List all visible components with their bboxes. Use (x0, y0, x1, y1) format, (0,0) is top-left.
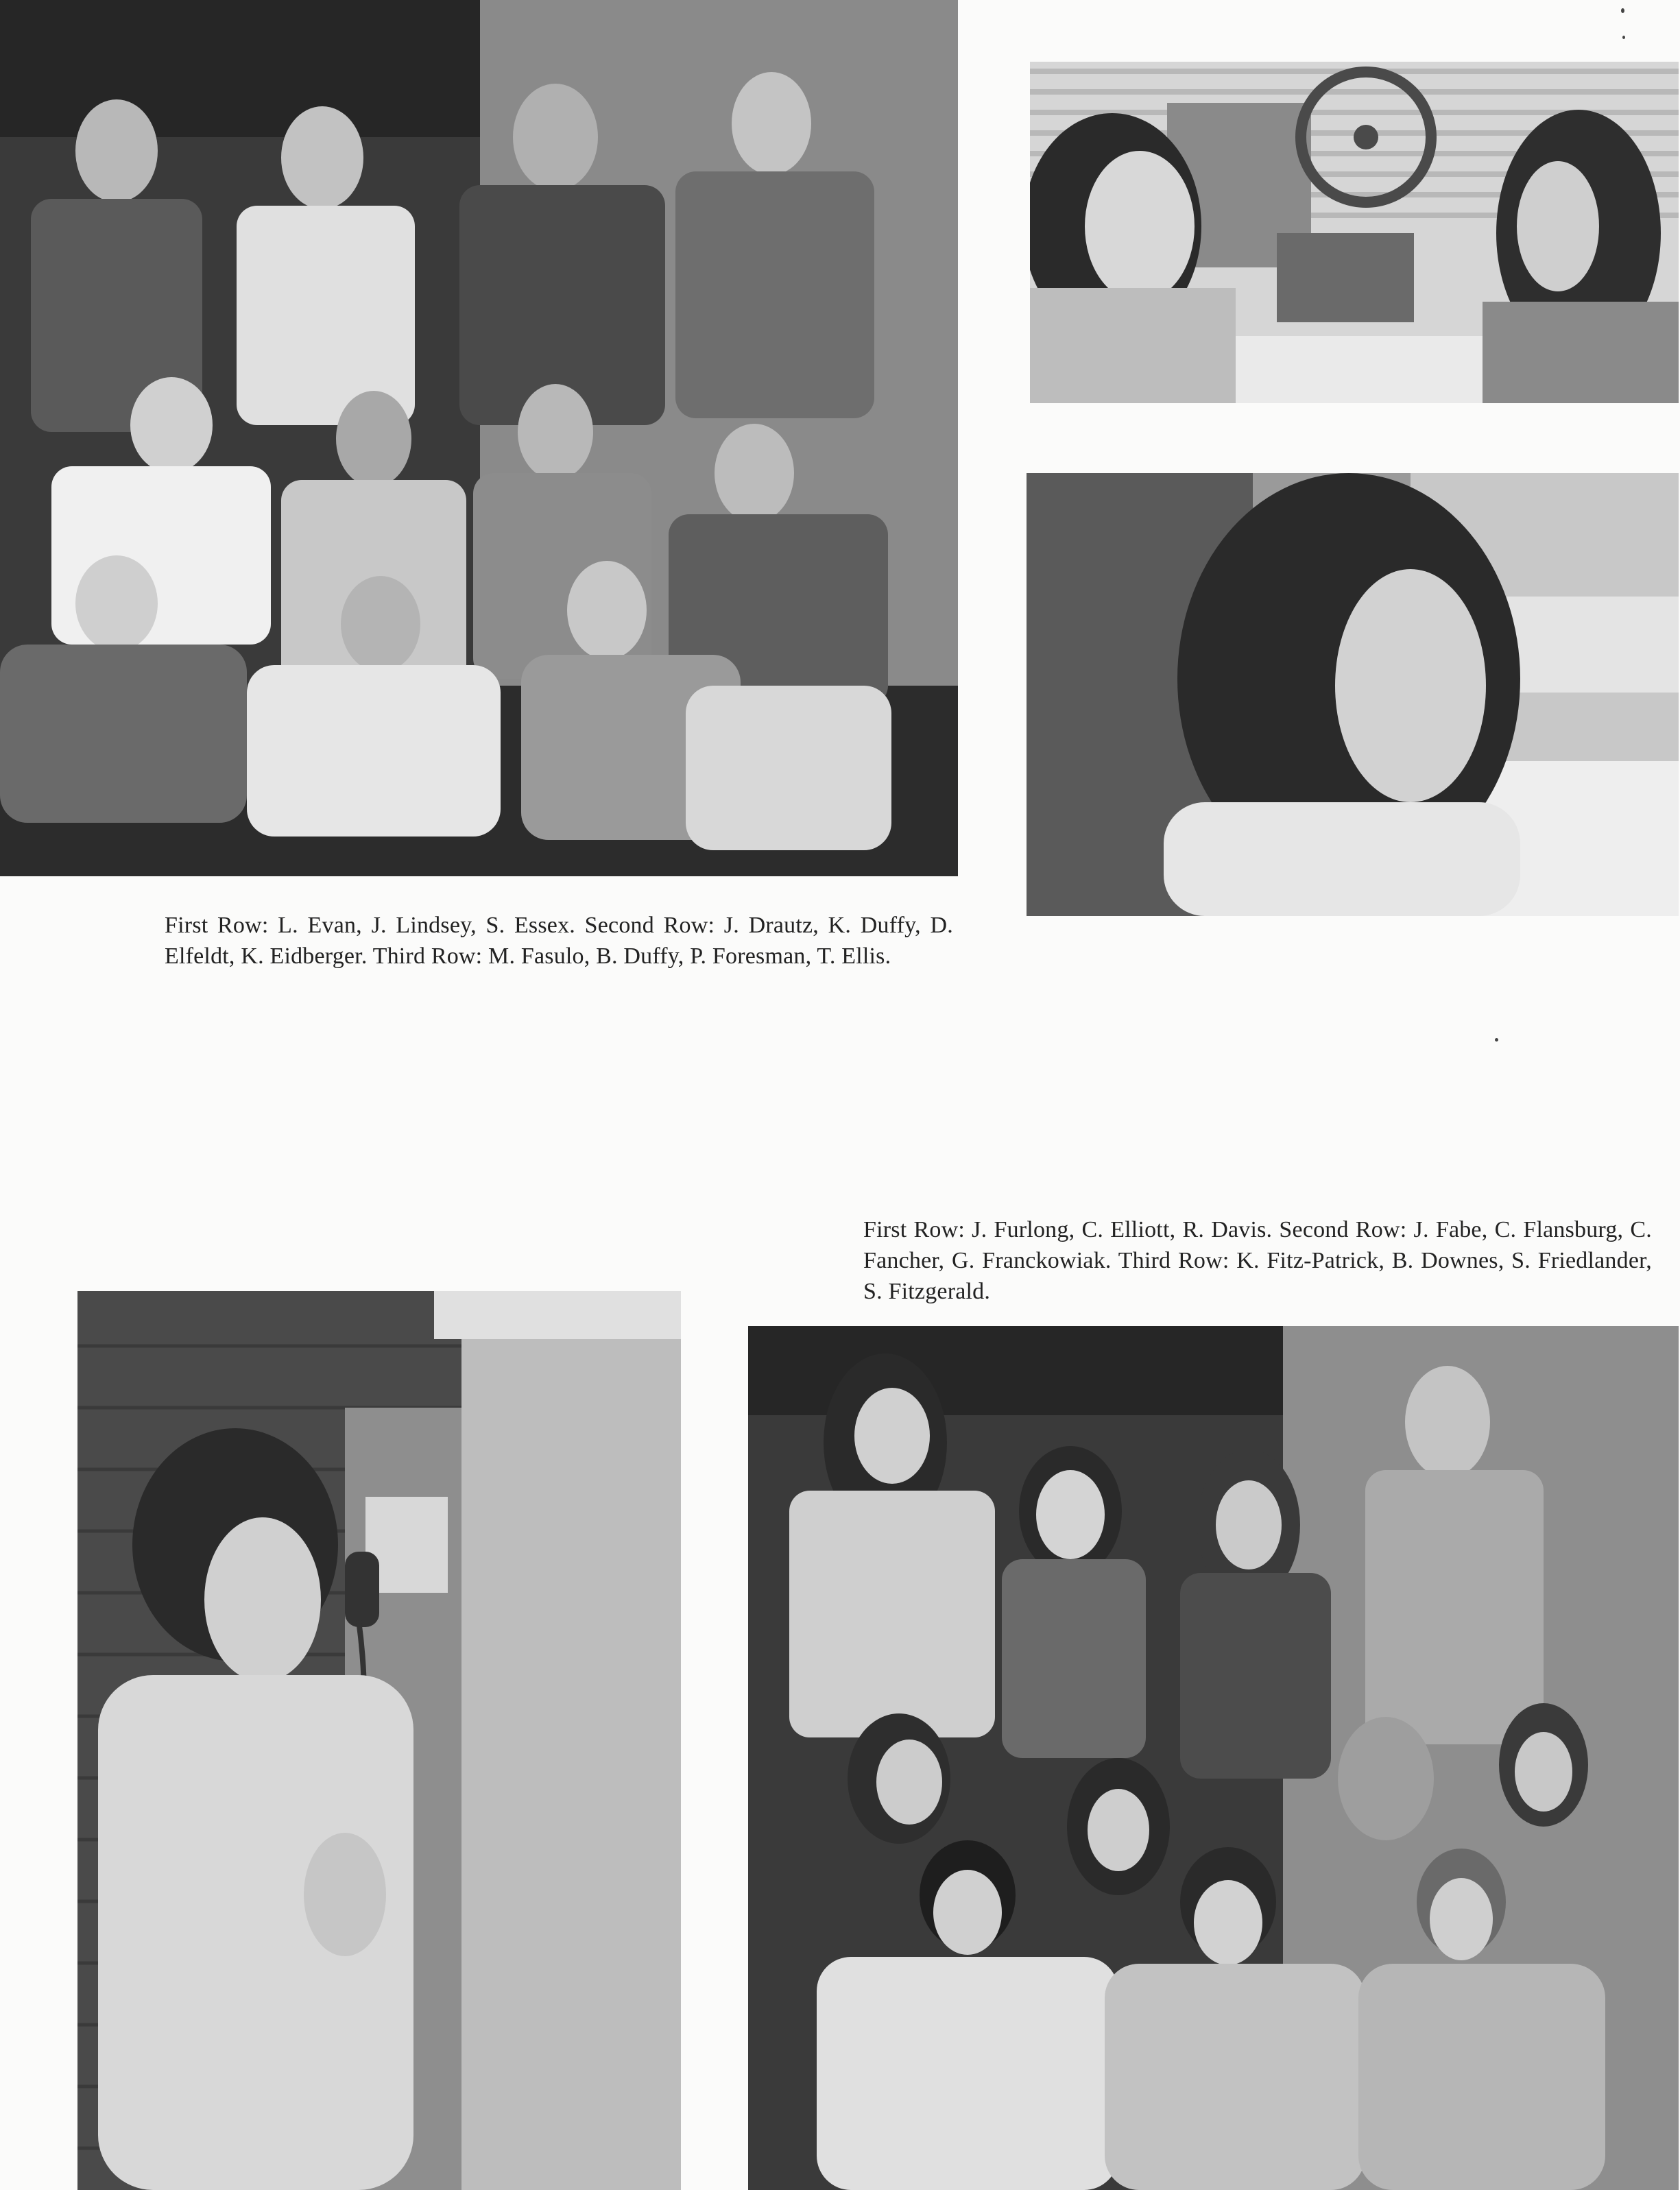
portrait-photo-image (1027, 473, 1679, 916)
girls-group-photo (748, 1326, 1679, 2190)
projector-photo-image (1030, 62, 1679, 403)
dust-speck (1495, 1038, 1498, 1042)
boys-group-photo-image (0, 0, 958, 876)
projector-photo (1030, 62, 1679, 403)
girls-group-caption: First Row: J. Furlong, C. Elliott, R. Davis. Second Row: J. Fabe, C. Flansburg, C. Fancher, G. Franckowiak. Third Row: K. Fitz-Patrick, B. Downes, S. Friedlander, S. Fitzgerald. (863, 1217, 1652, 1304)
phone-photo-image (77, 1291, 681, 2190)
dust-speck (1621, 8, 1624, 13)
phone-photo (77, 1291, 681, 2190)
boys-group-photo (0, 0, 958, 876)
portrait-photo (1027, 473, 1679, 916)
boys-group-caption: First Row: L. Evan, J. Lindsey, S. Essex. Second Row: J. Drautz, K. Duffy, D. Elfeldt, K. Eidberger. Third Row: M. Fasulo, B. Duffy, P. Foresman, T. Ellis. (165, 913, 953, 969)
dust-speck (1622, 36, 1625, 39)
girls-group-photo-image (748, 1326, 1679, 2190)
